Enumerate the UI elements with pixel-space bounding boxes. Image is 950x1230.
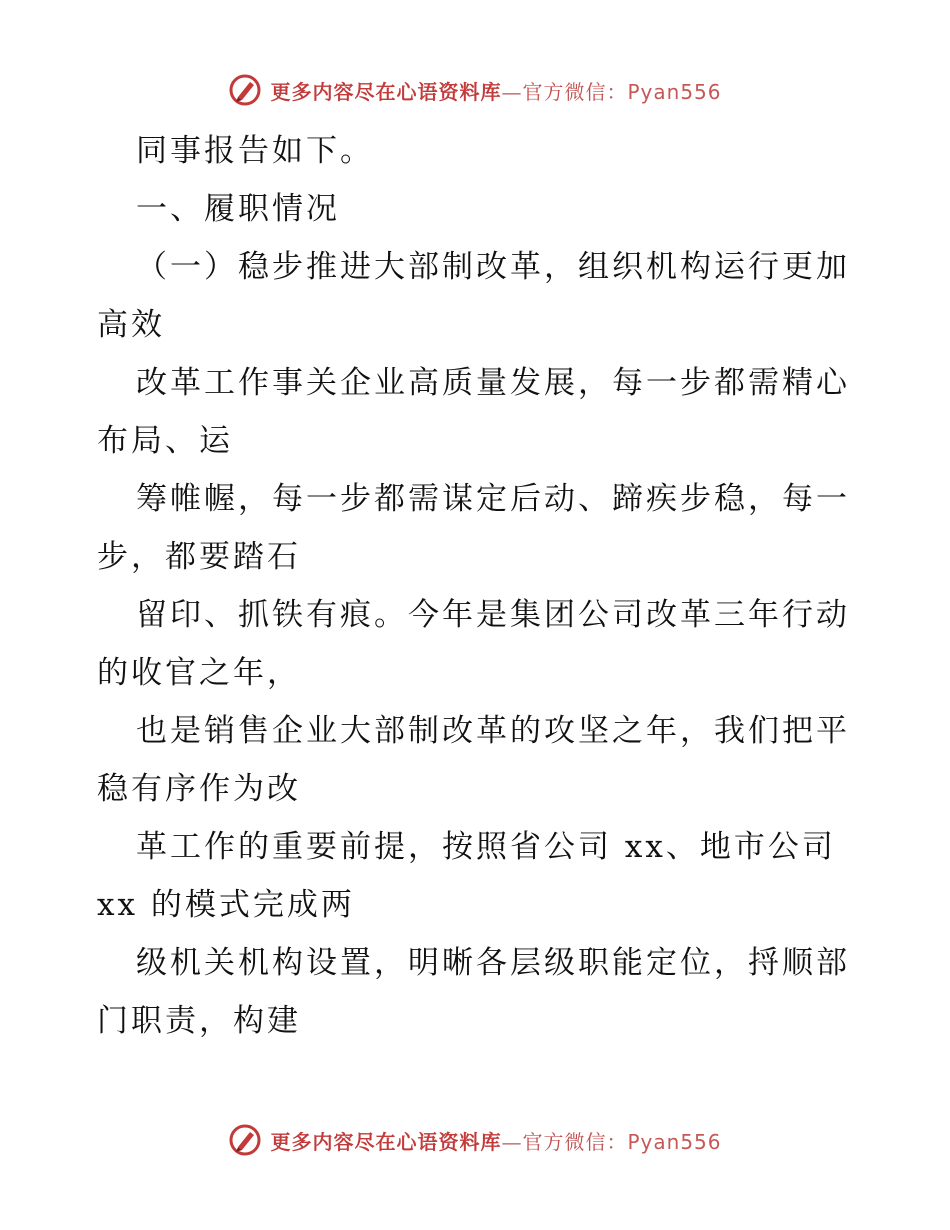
body-line: 步，都要踏石 <box>97 539 301 575</box>
body-line: 筹帷幄，每一步都需谋定后动、蹄疾步稳，每一 <box>136 481 850 517</box>
pen-logo-icon <box>228 1123 262 1157</box>
footer-wechat-id: Pyan556 <box>627 1129 722 1154</box>
body-line: 门职责，构建 <box>97 1003 301 1039</box>
body-line: 改革工作事关企业高质量发展，每一步都需精心 <box>136 365 850 401</box>
footer-brand-text: 更多内容尽在心语资料库 <box>270 1129 502 1154</box>
body-line: xx 的模式完成两 <box>97 887 355 923</box>
header-separator: — <box>501 79 523 104</box>
header-banner <box>0 68 950 112</box>
document-body <box>97 122 857 1050</box>
header-brand-text: 更多内容尽在心语资料库 <box>270 79 502 104</box>
header-wechat-id: Pyan556 <box>627 79 722 104</box>
body-line: 布局、运 <box>97 423 233 459</box>
footer-wechat-label: 官方微信： <box>522 1129 628 1154</box>
footer-banner <box>0 1118 950 1162</box>
footer-banner-text <box>270 1126 721 1155</box>
subsection-heading: （一）稳步推进大部制改革，组织机构运行更加 <box>136 249 850 285</box>
body-line: 革工作的重要前提，按照省公司 xx、地市公司 <box>136 829 836 865</box>
body-line: 级机关机构设置，明晰各层级职能定位，捋顺部 <box>136 945 850 981</box>
body-line: 也是销售企业大部制改革的攻坚之年，我们把平 <box>136 713 850 749</box>
header-banner-text <box>270 76 721 105</box>
header-wechat-label: 官方微信： <box>522 79 628 104</box>
body-line: 留印、抓铁有痕。今年是集团公司改革三年行动 <box>136 597 850 633</box>
footer-separator: — <box>501 1129 523 1154</box>
body-line: 同事报告如下。 <box>136 133 374 169</box>
body-line: 的收官之年， <box>97 655 301 691</box>
pen-logo-icon <box>228 73 262 107</box>
body-line: 稳有序作为改 <box>97 771 301 807</box>
section-heading: 一、履职情况 <box>136 191 340 227</box>
subsection-heading-cont: 高效 <box>97 307 165 343</box>
